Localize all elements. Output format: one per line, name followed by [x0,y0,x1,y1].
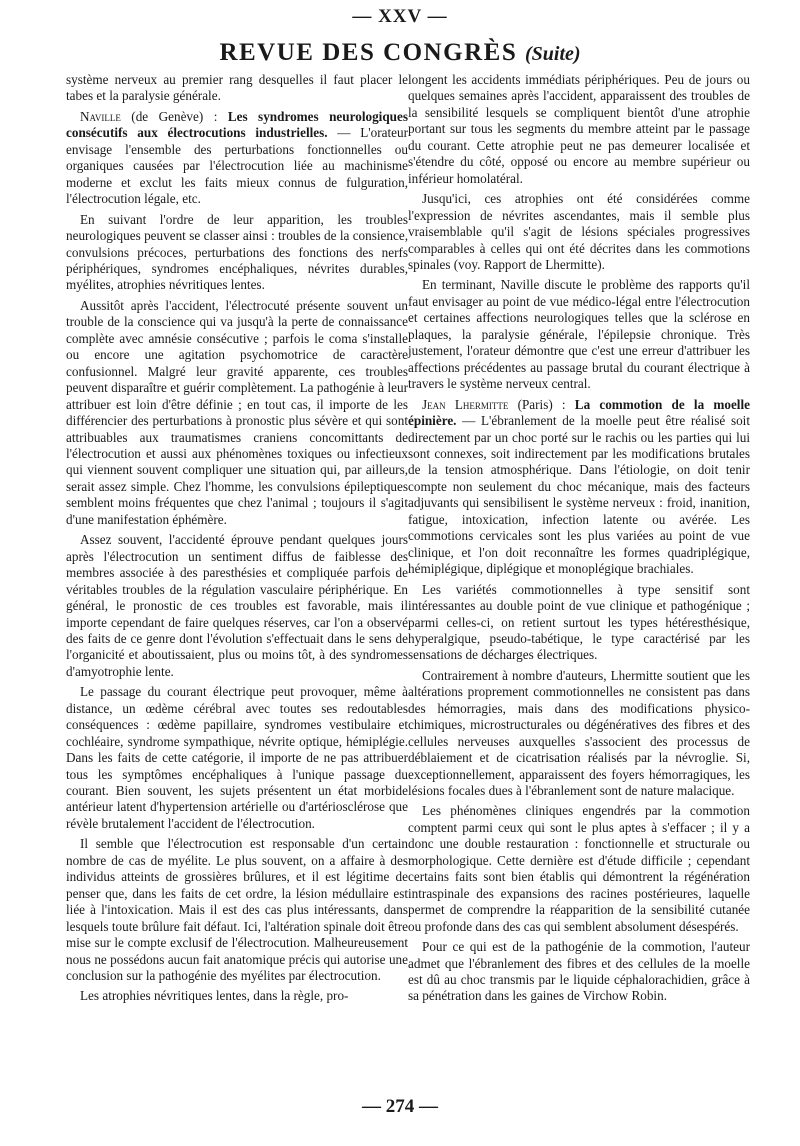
paragraph: Il semble que l'électrocution est responsable d'un certain nombre de cas de myélite. Le plus souvent, on a affaire à des individus atteints de grossières brûlures, et il est légitime de penser que, dans les faits de cet ordre, la lésion médullaire est liée à l'intoxication. Mais il est des cas plus intéressants, dans lesquels toute brûlure fait défaut. Ici, l'altération spinale doit être mise sur le compte exclusif de l'électrocution. Malheureusement nous ne possédons aucun fait anatomique précis qui autorise une conclusion sur la pathogénie des myélites par électrocution. [66,836,408,984]
paragraph: Les atrophies névritiques lentes, dans la règle, pro- [80,988,349,1004]
paragraph: En suivant l'ordre de leur apparition, les troubles neurologiques peuvent se classer ainsi : troubles de la consience, convulsions précoces, perturbations des fonctions des nerfs périphériques, syndromes encéphaliques, névrites durables, myélites, atrophies névritiques lentes. [66,211,408,293]
paragraph: Le passage du courant électrique peut provoquer, même à distance, un œdème cérébral avec toutes ses redoutables conséquences : œdème papillaire, syndromes vestibulaire et cochléaire, syndrome sympathique, névrite optique, hémiplégie. Dans les faits de cette catégorie, il importe de ne pas attribuer tous les symptômes encéphaliques à l'unique passage du courant. Bien souvent, les sujets présentent un état morbide antérieur latent d'hypertension artérielle ou d'artériosclérose que révèle brutalement l'accident de l'électrocution. [66,684,408,831]
page-title [0,38,800,69]
paragraph: Assez souvent, l'accidenté éprouve pendant quelques jours après l'électrocution un sentiment diffus de faiblesse des membres associée à des paresthésies et compliquée parfois de véritables troubles de la régulation vasculaire périphérique. En général, le pronostic de ces troubles est favorable, mais il importe cependant de faire quelques réserves, car l'on a observé des faits de ce genre dont l'évolution s'effectuait dans le sens de l'organicité et aboutissaient, plus ou moins tôt, à des syndromes d'amyotrophie lente. [66,532,408,679]
right-column [408,72,750,1009]
paragraph-lhermitte [408,397,750,578]
title-suite: (Suite) [524,43,581,65]
paragraph-text: — L'orateur envisage l'ensemble des perturbations fonctionnelles ou organiques causées par l'électrocution liée au machinisme moderne et exclut les faits mieux connus de fulguration, l'électrocution légale, etc. [66,125,408,207]
paragraph-text: — L'ébranlement de la moelle peut être réalisé soit directement par un choc porté sur le rachis ou les parties qui lui sont connexes, soit indirectement par les modifications brutales de la tension atmosphérique. Dans l'étiologie, on doit tenir compte non seulement du choc mécanique, mais des facteurs adjuvants qui sensibilisent le système nerveux : froid, inanition, fatigue, intoxication, infection latente ou avérée. Les commotions cervicales sont les plus variées au point de vue clinique, et l'on doit reconnaître les formes quadriplégique, hémiplégique, diplégique et monoplégique brachiales. [408,413,750,577]
paragraph: Aussitôt après l'accident, l'électrocuté présente souvent un trouble de la conscience qui va jusqu'à la perte de connaissance complète avec amnésie consécutive ; parfois le coma s'installe ou encore une agitation psychomotrice de caractère confusionnel. Malgré leur gravité apparente, ces troubles peuvent disparaître et guérir complètement. La pathogénie à leur attribuer est loin d'être définie ; en tout cas, il importe de les différencier des perturbations à pronostic plus sévère et qui sont attribuables aux traumatismes craniens concomittants de l'électrocution et aussi aux phénomènes toxiques ou infectieux qui viennent souvent compliquer une situation qui, par ailleurs, serait assez simple. Chez l'homme, les convulsions épileptiques semblent moins fréquentes que chez l'animal ; toujours il s'agit d'une manifestation éphémère. [66,297,408,527]
page-number: — 274 — [362,1096,438,1117]
paragraph-naville [66,109,408,208]
paragraph: Jusqu'ici, ces atrophies ont été considérées comme l'expression de névrites ascendantes, mais il semble plus vraisemblable qu'il s'agit de lésions spéciales progressives comparables à celles qui ont été décrites dans les commotions spinales (voy. Rapport de Lhermitte). [408,191,750,272]
paper-title: Les syndromes neurologiques consécutifs aux électrocutions industrielles. [66,108,408,141]
author-place: (de Genève) : [120,108,228,124]
paragraph: Les phénomènes cliniques engendrés par la commotion comptent parmi ceux qui sont le plus aptes à s'effacer ; il y a donc une double restauration : fonctionnelle et structurale ou morphologique. Cette dernière est d'étude difficile ; cependant certains faits sont bien établis qui démontrent la régénération intraspinale des expansions des racines postérieures, laquelle permet de comprendre la réapparition de la sensibilité cutanée ou profonde dans des cas qui semblent absolument désespérés. [408,803,750,934]
paragraph: Les variétés commotionnelles à type sensitif sont intéressantes au double point de vue clinique et pathogénique ; parmi celles-ci, on retient surtout les types hétéresthésique, hyperalgique, pseudo-tabétique, le type caractérisé par les sensations de décharges électriques. [408,581,750,663]
paragraph: système nerveux au premier rang desquelles il faut placer le tabes et la paralysie générale. [66,72,408,104]
folio: — XXV — [352,6,448,27]
paragraph: Pour ce qui est de la pathogénie de la commotion, l'auteur admet que l'ébranlement des fibres et des cellules de la moelle est dû au choc transmis par le liquide céphalorachidien, grâce à sa pénétration dans les gaines de Virchow Robin. [408,939,750,1004]
left-column [66,72,408,1009]
paper-title: La commotion de la moelle épinière. [408,396,750,429]
paragraph: longent les accidents immédiats périphériques. Peu de jours ou quelques semaines après l'accident, apparaissent des troubles de la sensibilité lesquels se compliquent bientôt d'une atrophie portant sur tous les segments du membre atteint par le passage du courant. Cette atrophie peut ne pas demeurer localisée et s'étendre du côté, opposé ou encore au membre supérieur ou inférieur homolatéral. [408,72,750,186]
paragraph: En terminant, Naville discute le problème des rapports qu'il faut envisager au point de vue médico-légal entre l'électrocution et certaines affections neurologiques telles que la sclérose en plaques, la paralysie générale, l'épilepsie chronique. Très justement, l'orateur démontre que c'est une erreur d'attribuer les affections précédentes au passage brutal du courant électrique à travers le système nerveux central. [408,277,750,392]
author-place: (Paris) : [508,396,575,412]
author-name: Naville [80,108,121,124]
title-text: REVUE DES CONGRÈS [219,39,518,66]
author-name: Jean Lhermitte [422,396,509,412]
paragraph: Contrairement à nombre d'auteurs, Lhermitte soutient que les altérations proprement commotionnelles ne consistent pas dans des hémorragies, mais dans des modifications physico-chimiques, microstructurales ou dégénératives des fibres et des cellules nerveuses auxquelles s'associent des processus de déblaiement et de cicatrisation réalisés par la névroglie. Si, exceptionnellement, apparaissent des foyers hémorragiques, les lésions focales dues à l'ébranlement sont de nature malacique. [408,667,750,799]
